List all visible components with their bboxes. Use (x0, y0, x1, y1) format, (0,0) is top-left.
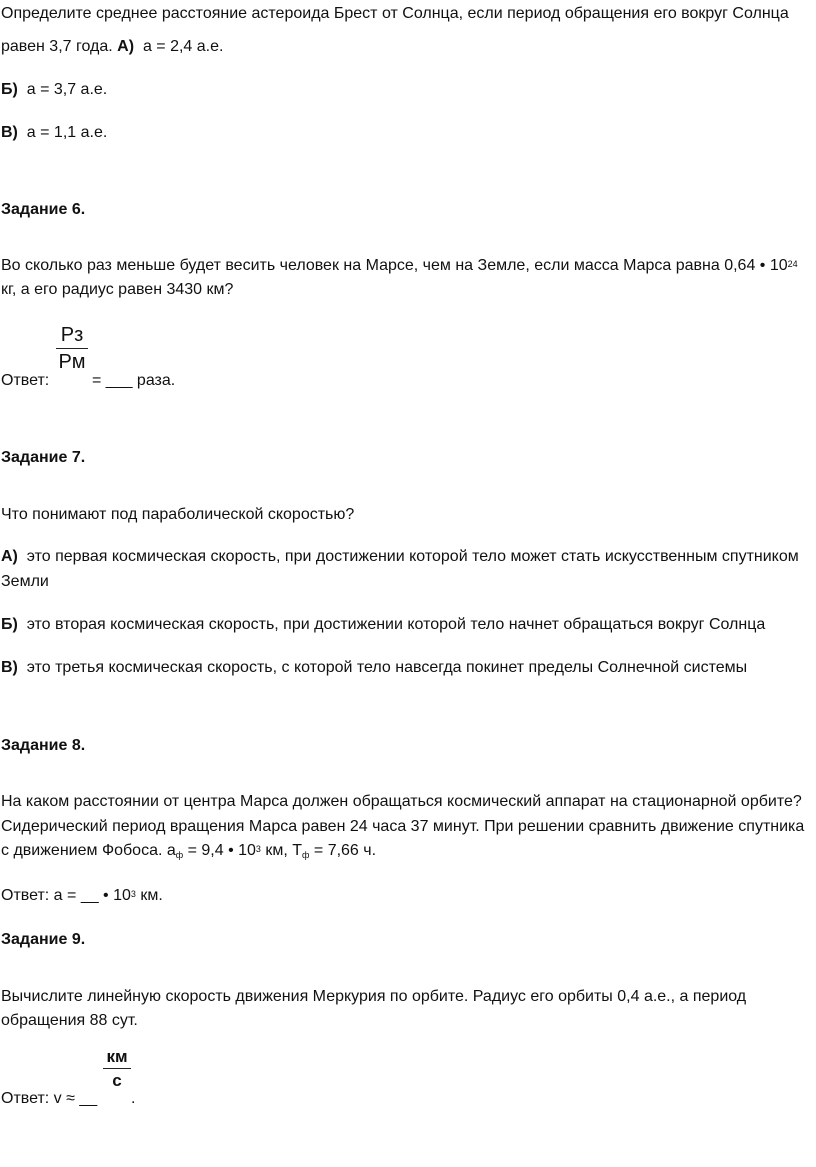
option-text: a = 2,4 а.е. (142, 38, 224, 55)
option-letter: Б) (1, 616, 18, 633)
answer-end: . (131, 1090, 136, 1107)
question-text: Вычислите линейную скорость движения Меркурия по орбите. Радиус его орбиты 0,4 а.е., а период (1, 988, 747, 1005)
question-text: Сидерический период вращения Марса равен 24 часа 37 минут. При решении сравнить движение спутника (1, 818, 805, 835)
option-text: это вторая космическая скорость, при достижении которой тело начнет обращаться вокруг Солнца (26, 616, 766, 633)
question-text: кг, а его радиус равен 3430 км? (1, 281, 234, 298)
weight-ratio-fraction (56, 322, 88, 375)
fraction-numerator: Рз (60, 324, 84, 346)
task-heading: Задание 7. (1, 449, 86, 466)
question-text: обращения 88 сут. (1, 1012, 138, 1029)
unit-numerator: км (106, 1047, 128, 1066)
option-letter: А) (1, 548, 18, 565)
task-heading: Задание 8. (1, 737, 86, 754)
task-heading: Задание 6. (1, 201, 86, 218)
option-text: a = 3,7 а.е. (26, 81, 108, 98)
question-text: равен 3,7 года. А) a = 2,4 а.е. (1, 38, 224, 55)
option (1, 78, 107, 102)
option-letter: Б) (1, 81, 18, 98)
option-text: a = 1,1 а.е. (26, 124, 108, 141)
option (1, 545, 799, 569)
option (1, 656, 747, 680)
option-text: это третья космическая скорость, с которой тело навсегда покинет пределы Солнечной системы (26, 659, 748, 676)
answer-line: Ответ: a = __ • $10^3$ км. (1, 887, 163, 904)
question-text: Что понимают под параболической скоростью? (1, 506, 355, 523)
option-letter: В) (1, 124, 18, 141)
question-text: Во сколько раз меньше будет весить человек на Марсе, чем на Земле, если масса Марса равна 0,64 • $10^{24}$ (1, 257, 798, 274)
option (1, 121, 107, 145)
answer-label: Ответ: (1, 372, 50, 389)
unit-denominator: с (112, 1071, 122, 1090)
fraction-denominator: Рм (58, 351, 86, 373)
question-text: На каком расстоянии от центра Марса должен обращаться космический аппарат на стационарной орбите? (1, 793, 802, 810)
option-letter: В) (1, 659, 18, 676)
question-text: Определите среднее расстояние астероида Брест от Солнца, если период обращения его вокруг Солнца (1, 5, 789, 22)
answer-blank: = ___ раза. (92, 372, 176, 389)
velocity-unit-fraction (103, 1046, 131, 1093)
task-heading: Задание 9. (1, 931, 86, 948)
option (1, 613, 765, 637)
option-letter: А) (117, 38, 135, 55)
option-continuation: Земли (1, 573, 49, 590)
option-text: это первая космическая скорость, при достижении которой тело может стать искусственным спутником (26, 548, 799, 565)
answer-line: Ответ: v ≈ __ (1, 1090, 98, 1107)
question-text: с движением Фобоса. $a_ф = 9,4$ • $10^3$ км, $T_ф = 7,66$ ч. (1, 842, 377, 860)
